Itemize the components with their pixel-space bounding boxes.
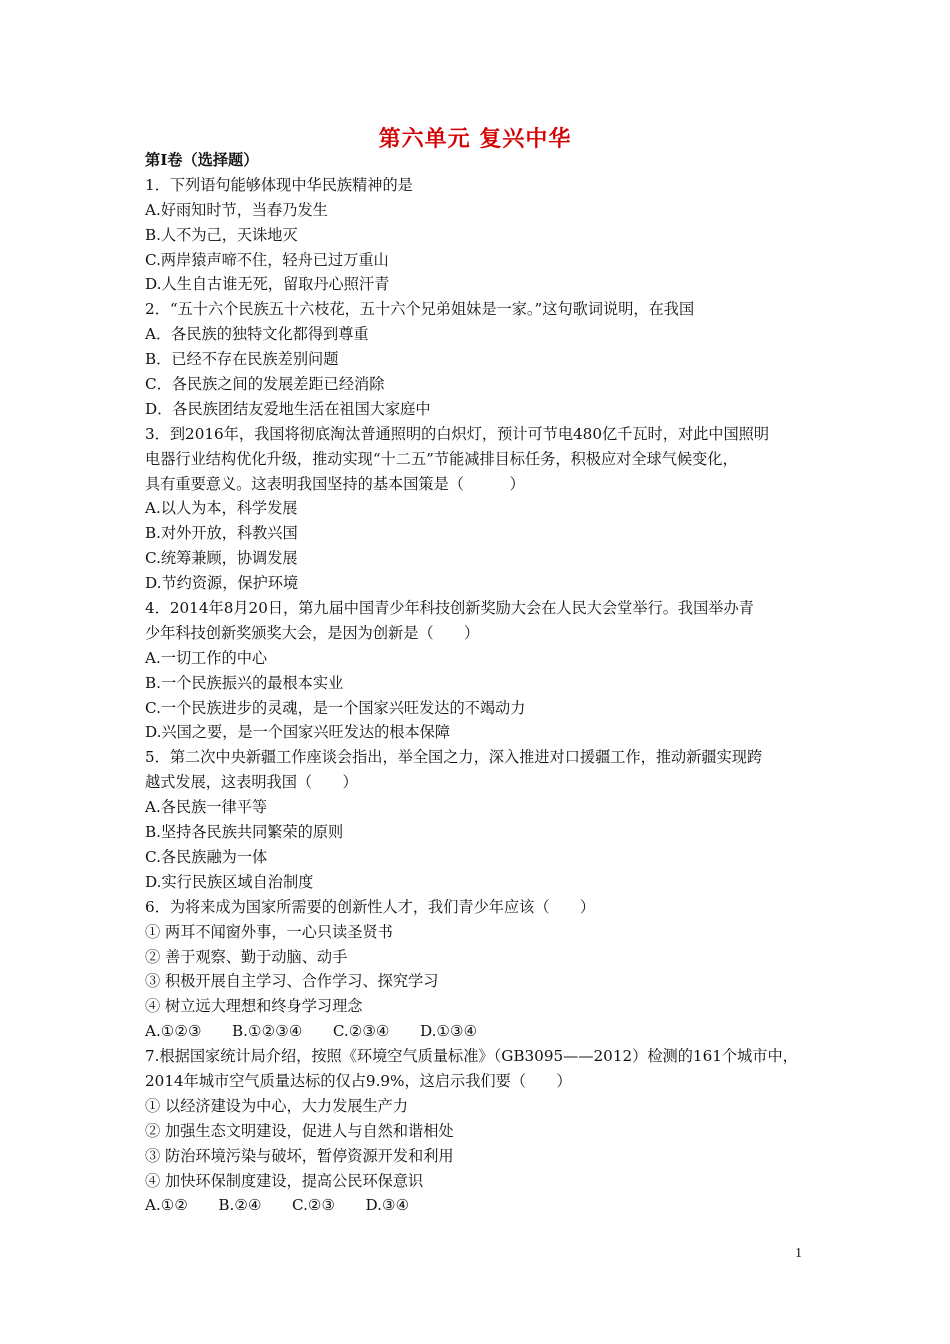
text-line: A.各民族一律平等	[145, 798, 268, 817]
text-line: D.人生自古谁无死，留取丹心照汗青	[145, 275, 390, 294]
text-line: B.对外开放，科教兴国	[145, 524, 298, 543]
text-line: 越式发展，这表明我国（ ）	[145, 773, 358, 792]
question-list	[145, 173, 825, 1218]
text-line: A.好雨知时节，当春乃发生	[145, 200, 328, 219]
text-line: ④ 树立远大理想和终身学习理念	[145, 997, 363, 1016]
text-line: B.坚持各民族共同繁荣的原则	[145, 823, 344, 842]
text-line: A．各民族的独特文化都得到尊重	[145, 325, 369, 344]
text-line: 7.根据国家统计局介绍，按照《环境空气质量标准》（GB3095——2012）检测的161个城市中，	[145, 1047, 798, 1066]
text-line: B.人不为己，天诛地灭	[145, 225, 298, 244]
text-line: 1．下列语句能够体现中华民族精神的是	[145, 175, 413, 194]
text-line: ① 以经济建设为中心，大力发展生产力	[145, 1096, 409, 1115]
text-line: ① 两耳不闻窗外事，一心只读圣贤书	[145, 922, 393, 941]
text-line: C.两岸猿声啼不住，轻舟已过万重山	[145, 250, 389, 269]
text-line: A.以人为本，科学发展	[145, 499, 298, 518]
text-line: ③ 防治环境污染与破坏，暂停资源开发和利用	[145, 1146, 454, 1165]
text-line: D．各民族团结友爱地生活在祖国大家庭中	[145, 399, 431, 418]
text-line: 4．2014年8月20日，第九届中国青少年科技创新奖励大会在人民大会堂举行。我国举办青	[145, 599, 754, 618]
text-line: C．各民族之间的发展差距已经消除	[145, 375, 385, 394]
text-line: C.一个民族进步的灵魂，是一个国家兴旺发达的不竭动力	[145, 698, 526, 717]
page-title: 第六单元 复兴中华	[378, 126, 572, 152]
text-line: ③ 积极开展自主学习、合作学习、探究学习	[145, 972, 439, 991]
text-line: ② 善于观察、勤于动脑、动手	[145, 947, 348, 966]
text-line: D.实行民族区域自治制度	[145, 872, 314, 891]
text-line: 少年科技创新奖颁奖大会，是因为创新是（ ）	[145, 623, 480, 642]
section-title: 第Ⅰ卷（选择题）	[145, 151, 259, 169]
text-line: C.各民族融为一体	[145, 847, 268, 866]
text-line: ④ 加快环保制度建设，提高公民环保意识	[145, 1171, 424, 1190]
text-line: B．已经不存在民族差别问题	[145, 350, 339, 369]
text-line: B.一个民族振兴的最根本实业	[145, 673, 344, 692]
text-line: 3．到2016年，我国将彻底淘汰普通照明的白炽灯，预计可节电480亿千瓦时，对此中国照明	[145, 424, 770, 443]
text-line: A.一切工作的中心	[145, 648, 268, 667]
text-line: A.①② B.②④ C.②③ D.③④	[145, 1196, 410, 1215]
text-line: A.①②③ B.①②③④ C.②③④ D.①③④	[145, 1022, 478, 1041]
text-line: 具有重要意义。这表明我国坚持的基本国策是（ ）	[145, 474, 525, 493]
text-line: 6．为将来成为国家所需要的创新性人才，我们青少年应该（ ）	[145, 897, 596, 916]
text-line: 电器行业结构优化升级，推动实现“十二五”节能减排目标任务，积极应对全球气候变化，	[145, 449, 738, 468]
text-line: D.兴国之要，是一个国家兴旺发达的根本保障	[145, 723, 451, 742]
text-line: D.节约资源，保护环境	[145, 574, 299, 593]
document-body	[145, 148, 825, 1218]
text-line: 2014年城市空气质量达标的仅占9.9%，这启示我们要（ ）	[145, 1071, 572, 1090]
text-line: 2．“五十六个民族五十六枝花，五十六个兄弟姐妹是一家。”这句歌词说明，在我国	[145, 300, 695, 319]
text-line: ② 加强生态文明建设，促进人与自然和谐相处	[145, 1121, 454, 1140]
text-line: C.统筹兼顾，协调发展	[145, 549, 298, 568]
text-line: 5．第二次中央新疆工作座谈会指出，举全国之力，深入推进对口援疆工作，推动新疆实现跨	[145, 748, 763, 767]
page-number: 1	[795, 1246, 802, 1261]
